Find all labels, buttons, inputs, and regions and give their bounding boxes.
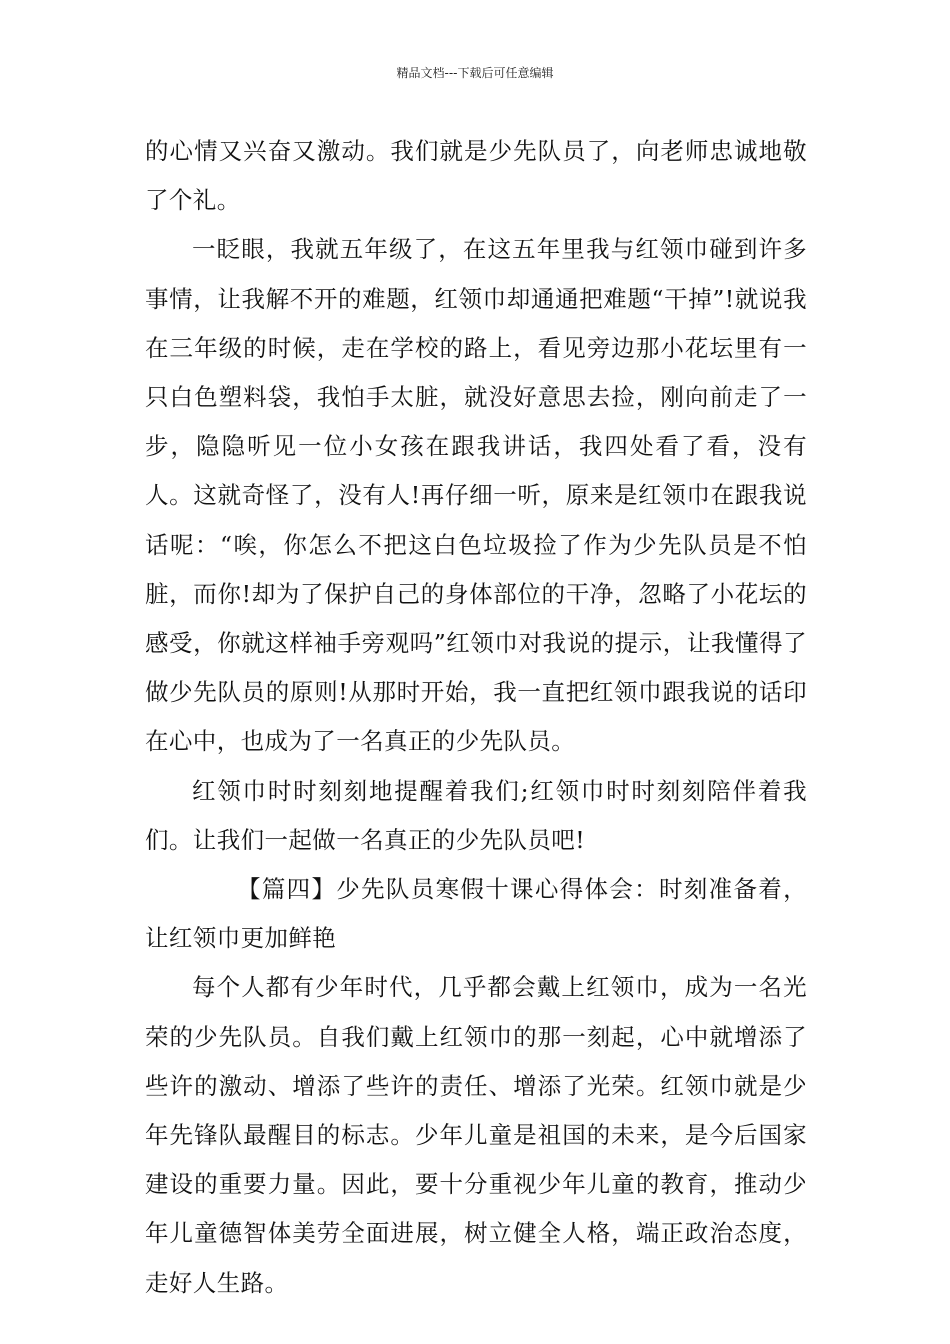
section-heading: 【篇四】少先队员寒假十课心得体会：时刻准备着，让红领巾更加鲜艳	[145, 875, 807, 953]
page-header: 精品文档---下载后可任意编辑	[396, 66, 554, 80]
document-body	[145, 127, 807, 1308]
paragraph: 红领巾时时刻刻地提醒着我们;红领巾时时刻刻陪伴着我们。让我们一起做一名真正的少先队员吧!	[145, 776, 807, 854]
paragraph-continuation: 的心情又兴奋又激动。我们就是少先队员了，向老师忠诚地敬了个礼。	[145, 137, 807, 215]
paragraph: 一眨眼，我就五年级了，在这五年里我与红领巾碰到许多事情，让我解不开的难题，红领巾却通通把难题“干掉”!就说我在三年级的时候，走在学校的路上，看见旁边那小花坛里有一只白色塑料袋，我怕手太脏，就没好意思去捡，刚向前走了一步，隐隐听见一位小女孩在跟我讲话，我四处看了看，没有人。这就奇怪了，没有人!再仔细一听，原来是红领巾在跟我说话呢：“唉，你怎么不把这白色垃圾捡了作为少先队员是不怕脏，而你!却为了保护自己的身体部位的干净，忽略了小花坛的感受，你就这样袖手旁观吗”红领巾对我说的提示，让我懂得了做少先队员的原则!从那时开始，我一直把红领巾跟我说的话印在心中，也成为了一名真正的少先队员。	[145, 235, 807, 756]
paragraph: 每个人都有少年时代，几乎都会戴上红领巾，成为一名光荣的少先队员。自我们戴上红领巾的那一刻起，心中就增添了些许的激动、增添了些许的责任、增添了光荣。红领巾就是少年先锋队最醒目的标志。少年儿童是祖国的未来，是今后国家建设的重要力量。因此，要十分重视少年儿童的教育，推动少年儿童德智体美劳全面进展，树立健全人格，端正政治态度，走好人生路。	[145, 973, 807, 1297]
